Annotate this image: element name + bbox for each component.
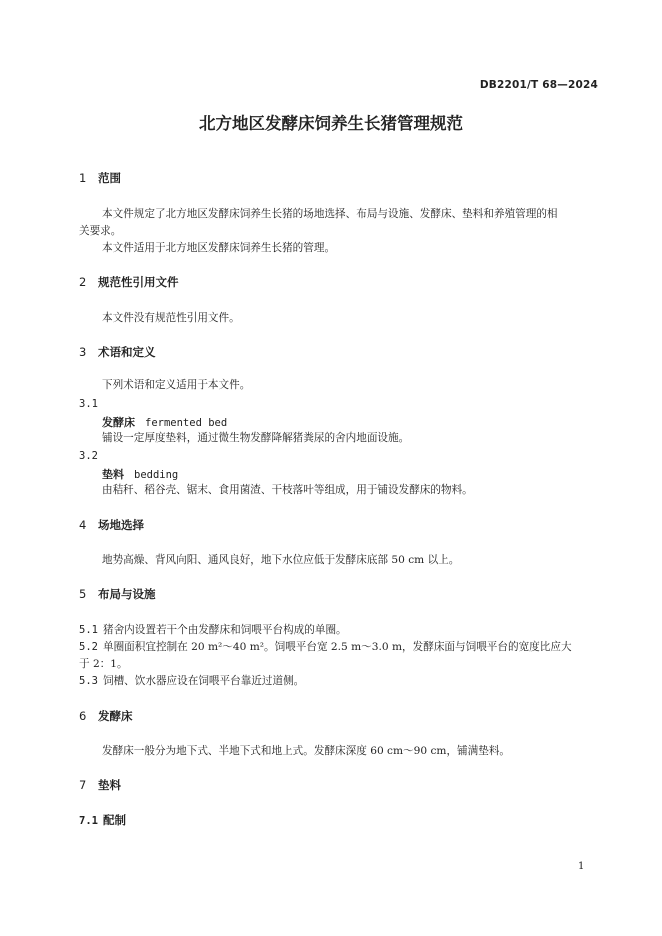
section-number: 2 bbox=[79, 275, 87, 289]
clause-continuation: 于 2：1。 bbox=[79, 658, 128, 670]
section-number: 7 bbox=[79, 778, 87, 792]
term-definition: 铺设一定厚度垫料，通过微生物发酵降解猪粪尿的舍内地面设施。 bbox=[102, 432, 410, 444]
clause-number: 5.3 bbox=[79, 675, 98, 687]
clause-5-3 bbox=[79, 672, 304, 690]
section-number: 3 bbox=[79, 345, 87, 359]
paragraph: 本文件适用于北方地区发酵床饲养生长猪的管理。 bbox=[102, 242, 336, 254]
section-title: 布局与设施 bbox=[98, 587, 156, 601]
clause-number: 5.2 bbox=[79, 641, 98, 653]
term-chinese: 垫料 bbox=[102, 468, 124, 481]
section-2-heading bbox=[79, 274, 179, 290]
page-number: 1 bbox=[578, 861, 585, 872]
paragraph: 地势高燥、背风向阳、通风良好，地下水位应低于发酵床底部 50 cm 以上。 bbox=[102, 554, 460, 566]
document-title: 北方地区发酵床饲养生长猪管理规范 bbox=[199, 114, 463, 133]
section-6-heading bbox=[79, 708, 133, 724]
paragraph-continuation: 关要求。 bbox=[79, 225, 122, 237]
section-title: 场地选择 bbox=[98, 518, 144, 532]
section-7-heading bbox=[79, 777, 121, 793]
section-title: 发酵床 bbox=[98, 709, 133, 723]
clause-number: 5.1 bbox=[79, 624, 98, 636]
paragraph: 发酵床一般分为地下式、半地下式和地上式。发酵床深度 60 cm～90 cm，铺满垫料。 bbox=[102, 745, 511, 757]
section-5-heading bbox=[79, 586, 156, 602]
term-definition: 由秸秆、稻谷壳、锯末、食用菌渣、干枝落叶等组成，用于铺设发酵床的物料。 bbox=[102, 484, 473, 496]
term-number: 3.1 bbox=[79, 398, 98, 410]
section-title: 规范性引用文件 bbox=[98, 275, 179, 289]
section-3-heading bbox=[79, 344, 156, 360]
clause-text: 单圈面积宜控制在 20 m²～40 m²。饲喂平台宽 2.5 m～3.0 m，发酵床面与饲喂平台的宽度比应大 bbox=[103, 641, 572, 653]
paragraph: 本文件没有规范性引用文件。 bbox=[102, 312, 240, 324]
section-title: 术语和定义 bbox=[98, 345, 156, 359]
term-entry bbox=[102, 466, 178, 482]
term-chinese: 发酵床 bbox=[102, 416, 135, 429]
clause-number: 7.1 bbox=[79, 815, 98, 827]
section-title: 垫料 bbox=[98, 778, 121, 792]
clause-5-1 bbox=[79, 621, 347, 639]
section-number: 1 bbox=[79, 171, 87, 185]
term-entry bbox=[102, 414, 227, 430]
section-number: 4 bbox=[79, 518, 87, 532]
clause-5-2 bbox=[79, 638, 572, 656]
subsection-7-1-heading bbox=[79, 812, 126, 828]
section-number: 6 bbox=[79, 709, 87, 723]
section-number: 5 bbox=[79, 587, 87, 601]
section-1-heading bbox=[79, 170, 121, 186]
term-number: 3.2 bbox=[79, 450, 98, 462]
paragraph: 下列术语和定义适用于本文件。 bbox=[102, 379, 251, 391]
clause-text: 饲槽、饮水器应设在饲喂平台靠近过道侧。 bbox=[103, 675, 305, 687]
clause-text: 猪舍内设置若干个由发酵床和饲喂平台构成的单圈。 bbox=[103, 624, 347, 636]
subsection-title: 配制 bbox=[103, 813, 126, 827]
section-4-heading bbox=[79, 517, 144, 533]
section-title: 范围 bbox=[98, 171, 121, 185]
term-english: bedding bbox=[134, 469, 179, 481]
paragraph: 本文件规定了北方地区发酵床饲养生长猪的场地选择、布局与设施、发酵床、垫料和养殖管理的相 bbox=[102, 208, 558, 220]
document-code: DB2201/T 68—2024 bbox=[479, 79, 598, 91]
term-english: fermented bed bbox=[145, 417, 228, 429]
